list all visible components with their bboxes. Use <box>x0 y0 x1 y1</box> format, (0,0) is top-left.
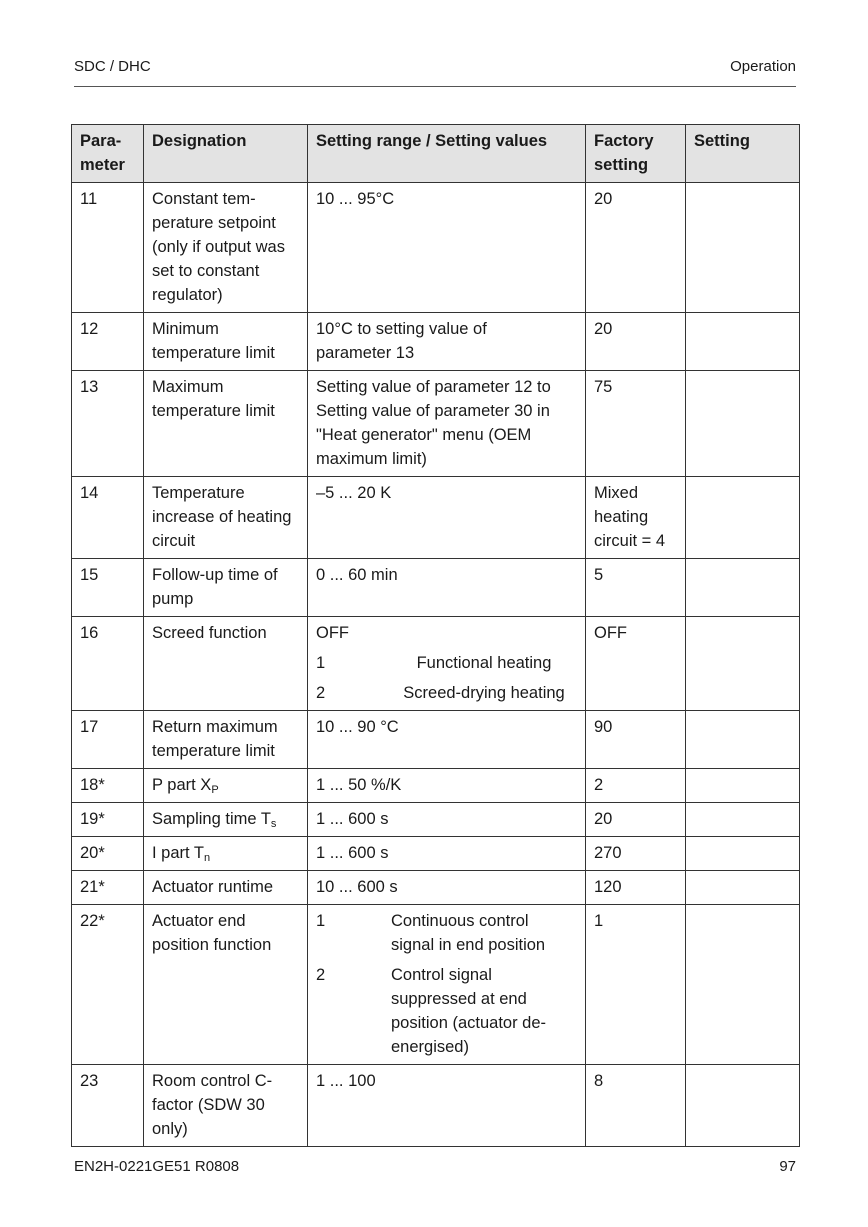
table-row <box>72 617 800 711</box>
setting-range-cell <box>308 313 586 371</box>
column-header-designation: Designation <box>144 125 308 183</box>
factory-setting-cell: 20 <box>586 183 686 313</box>
table-row <box>72 477 800 559</box>
designation-text: Maximum temperature limit <box>152 378 275 420</box>
column-header-setting: Setting <box>686 125 800 183</box>
setting-range-cell <box>308 905 586 1065</box>
table-row <box>72 905 800 1065</box>
factory-setting-cell: 75 <box>586 371 686 477</box>
designation-cell <box>144 711 308 769</box>
parameter-cell: 20* <box>72 837 144 871</box>
designation-text: Return maximum temperature limit <box>152 718 278 760</box>
option-number: 2 <box>316 684 326 702</box>
option-number: 2 <box>316 966 326 984</box>
factory-setting-cell: 20 <box>586 803 686 837</box>
factory-setting-cell: OFF <box>586 617 686 711</box>
designation-cell <box>144 769 308 803</box>
designation-cell <box>144 871 308 905</box>
table-row <box>72 871 800 905</box>
setting-cell <box>686 183 800 313</box>
setting-range-cell <box>308 803 586 837</box>
setting-range-text: 1 ... 600 s <box>316 810 389 828</box>
parameter-cell: 11 <box>72 183 144 313</box>
factory-setting-cell: 20 <box>586 313 686 371</box>
page-number: 97 <box>779 1158 796 1175</box>
setting-range-text: Setting value of parameter 12 to Setting value of parameter 30 in "Heat generator" menu (OEM maximum limit) <box>316 378 551 468</box>
designation-cell <box>144 837 308 871</box>
setting-range-text: –5 ... 20 K <box>316 484 392 502</box>
setting-cell <box>686 837 800 871</box>
setting-range-text: 10 ... 90 °C <box>316 718 399 736</box>
table-row <box>72 803 800 837</box>
setting-cell <box>686 711 800 769</box>
setting-range-text: 10 ... 95°C <box>316 190 395 208</box>
factory-setting-cell: 120 <box>586 871 686 905</box>
parameter-cell: 12 <box>72 313 144 371</box>
parameter-cell: 19* <box>72 803 144 837</box>
parameter-cell: 17 <box>72 711 144 769</box>
table-row <box>72 183 800 313</box>
option-number: 1 <box>316 654 326 672</box>
designation-text: Room control C- factor (SDW 30 only) <box>152 1072 273 1138</box>
designation-cell <box>144 803 308 837</box>
designation-subscript: n <box>203 852 211 864</box>
setting-cell <box>686 559 800 617</box>
factory-setting-cell: 270 <box>586 837 686 871</box>
designation-cell <box>144 559 308 617</box>
parameter-table <box>71 124 800 1147</box>
setting-cell <box>686 803 800 837</box>
setting-range-cell <box>308 837 586 871</box>
setting-range-text: 10 ... 600 s <box>316 878 398 896</box>
parameter-cell: 18* <box>72 769 144 803</box>
designation-cell <box>144 477 308 559</box>
setting-range-cell <box>308 477 586 559</box>
table-row <box>72 837 800 871</box>
option-number: 1 <box>316 912 326 930</box>
setting-range-cell <box>308 1065 586 1147</box>
parameter-cell: 22* <box>72 905 144 1065</box>
setting-range-text: 10°C to setting value of parameter 13 <box>316 320 487 362</box>
factory-setting-cell: 2 <box>586 769 686 803</box>
setting-range-text: 1 ... 600 s <box>316 844 389 862</box>
setting-range-cell <box>308 871 586 905</box>
table-header-row <box>72 125 800 183</box>
setting-cell <box>686 769 800 803</box>
table-row <box>72 559 800 617</box>
designation-text: Actuator end position function <box>152 912 272 954</box>
document-code: EN2H-0221GE51 R0808 <box>74 1158 240 1175</box>
table-row <box>72 769 800 803</box>
designation-cell <box>144 183 308 313</box>
column-header-parameter: Para- meter <box>72 125 144 183</box>
setting-cell <box>686 371 800 477</box>
column-header-factory-setting: Factory setting <box>586 125 686 183</box>
designation-cell <box>144 1065 308 1147</box>
designation-text: Sampling time T <box>152 810 271 828</box>
designation-subscript: s <box>270 818 277 830</box>
setting-range-cell <box>308 769 586 803</box>
parameter-cell: 13 <box>72 371 144 477</box>
designation-text: Screed function <box>152 624 267 642</box>
setting-range-cell <box>308 617 586 711</box>
designation-text: Constant tem- perature setpoint (only if output was set to constant regulator) <box>152 190 285 304</box>
setting-range-text: 1 ... 50 %/K <box>316 776 402 794</box>
setting-range-text: 1 ... 100 <box>316 1072 376 1090</box>
option-text: Functional heating <box>416 654 552 672</box>
setting-range-cell <box>308 183 586 313</box>
designation-cell <box>144 905 308 1065</box>
table-row <box>72 711 800 769</box>
option-text: Continuous control signal in end position <box>391 912 546 954</box>
designation-cell <box>144 617 308 711</box>
designation-cell <box>144 313 308 371</box>
parameter-cell: 14 <box>72 477 144 559</box>
parameter-cell: 21* <box>72 871 144 905</box>
factory-setting-cell: 90 <box>586 711 686 769</box>
parameter-cell: 23 <box>72 1065 144 1147</box>
setting-range-cell <box>308 371 586 477</box>
setting-cell <box>686 477 800 559</box>
setting-range-cell <box>308 559 586 617</box>
setting-cell <box>686 313 800 371</box>
table-row <box>72 313 800 371</box>
page-header <box>74 56 796 87</box>
parameter-cell: 16 <box>72 617 144 711</box>
designation-text: Follow-up time of pump <box>152 566 278 608</box>
factory-setting-cell: 8 <box>586 1065 686 1147</box>
column-header-setting-range: Setting range / Setting values <box>308 125 586 183</box>
option-text: Control signal suppressed at end position (actuator de- energised) <box>391 966 547 1056</box>
factory-setting-cell: 5 <box>586 559 686 617</box>
table-row <box>72 1065 800 1147</box>
designation-text: Temperature increase of heating circuit <box>152 484 292 550</box>
designation-text: Minimum temperature limit <box>152 320 275 362</box>
setting-cell <box>686 1065 800 1147</box>
designation-cell <box>144 371 308 477</box>
setting-cell <box>686 905 800 1065</box>
factory-setting-cell: 1 <box>586 905 686 1065</box>
table-row <box>72 371 800 477</box>
setting-range-text: OFF <box>316 624 349 642</box>
range-option <box>316 963 577 1059</box>
designation-text: Actuator runtime <box>152 878 274 896</box>
setting-cell <box>686 617 800 711</box>
designation-text: I part T <box>152 844 204 862</box>
designation-text: P part X <box>152 776 212 794</box>
range-option <box>316 681 577 705</box>
designation-subscript: P <box>211 784 219 796</box>
option-text: Screed-drying heating <box>403 684 565 702</box>
parameter-cell: 15 <box>72 559 144 617</box>
factory-setting-cell: Mixed heating circuit = 4 <box>586 477 686 559</box>
header-right: Operation <box>730 58 796 75</box>
setting-range-text: 0 ... 60 min <box>316 566 398 584</box>
range-option <box>316 651 577 675</box>
setting-range-cell <box>308 711 586 769</box>
setting-cell <box>686 871 800 905</box>
header-left: SDC / DHC <box>74 58 151 75</box>
range-option <box>316 909 577 957</box>
